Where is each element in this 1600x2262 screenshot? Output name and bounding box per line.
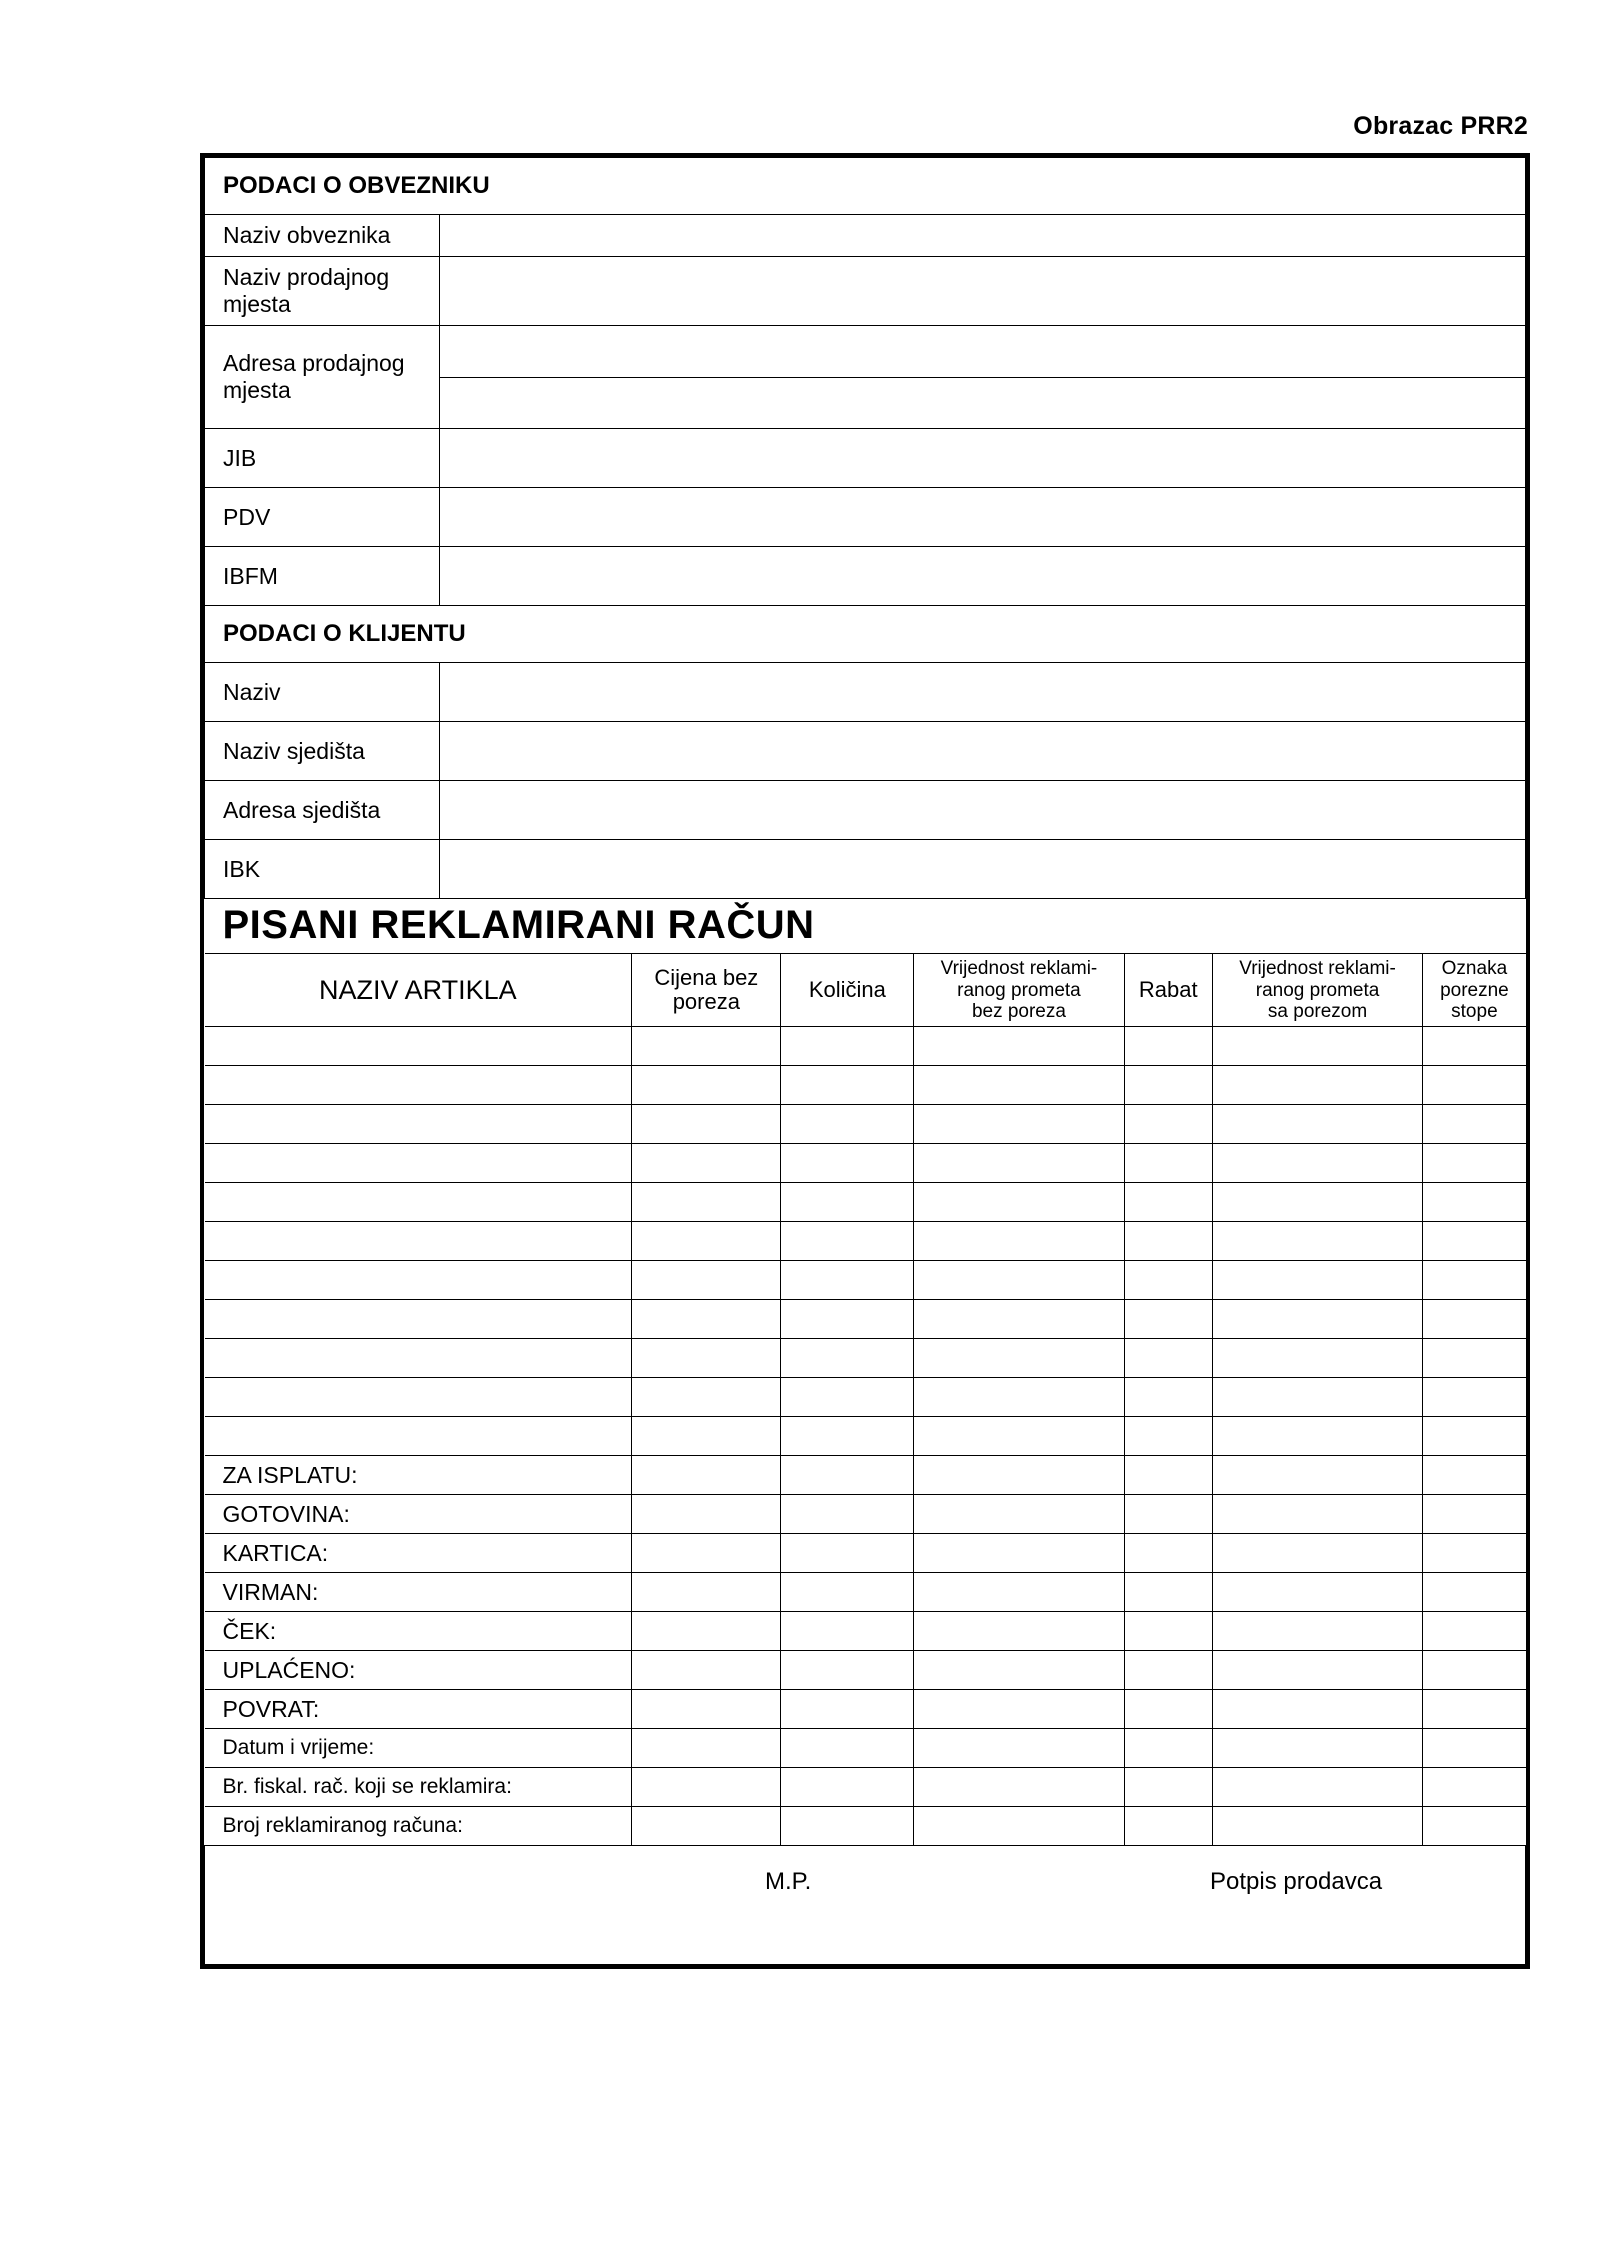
summary-cell[interactable] xyxy=(1423,1495,1526,1534)
field-row-jib xyxy=(205,429,1526,488)
summary-cell[interactable] xyxy=(1124,1690,1212,1729)
item-cell[interactable] xyxy=(1212,1183,1422,1222)
summary-cell[interactable] xyxy=(1212,1573,1422,1612)
item-cell[interactable] xyxy=(1212,1339,1422,1378)
summary-label: Br. fiskal. rač. koji se reklamira: xyxy=(205,1768,632,1807)
item-cell[interactable] xyxy=(781,1105,914,1144)
item-cell[interactable] xyxy=(632,1417,781,1456)
item-cell[interactable] xyxy=(1423,1105,1526,1144)
summary-label: VIRMAN: xyxy=(205,1573,632,1612)
item-cell[interactable] xyxy=(914,1222,1124,1261)
item-cell[interactable] xyxy=(1212,1144,1422,1183)
form-frame xyxy=(200,153,1530,1969)
label-naziv-prodajnog-mjesta: Naziv prodajnog mjesta xyxy=(205,257,440,326)
item-cell[interactable] xyxy=(632,1222,781,1261)
table-row xyxy=(205,1183,1526,1222)
summary-row xyxy=(205,1534,1526,1573)
item-cell[interactable] xyxy=(205,1300,632,1339)
item-cell[interactable] xyxy=(914,1339,1124,1378)
item-cell[interactable] xyxy=(914,1378,1124,1417)
item-cell[interactable] xyxy=(632,1027,781,1066)
field-row-ibk xyxy=(205,840,1526,899)
table-row xyxy=(205,1261,1526,1300)
signature-body xyxy=(205,1846,1526,1965)
signature-row xyxy=(205,1846,1526,1965)
item-cell[interactable] xyxy=(1423,1027,1526,1066)
taxpayer-table xyxy=(204,157,1526,953)
item-cell[interactable] xyxy=(1124,1222,1212,1261)
summary-cell[interactable] xyxy=(781,1690,914,1729)
items-table xyxy=(204,953,1526,1965)
label-naziv-obveznika: Naziv obveznika xyxy=(205,215,440,257)
summary-label: GOTOVINA: xyxy=(205,1495,632,1534)
item-cell[interactable] xyxy=(205,1417,632,1456)
summary-cell[interactable] xyxy=(1124,1768,1212,1807)
item-cell[interactable] xyxy=(781,1144,914,1183)
summary-cell[interactable] xyxy=(1423,1768,1526,1807)
col-header-oznaka-porezne-stope: Oznaka porezne stope xyxy=(1423,954,1526,1027)
summary-cell[interactable] xyxy=(1212,1729,1422,1768)
summary-label: Broj reklamiranog računa: xyxy=(205,1807,632,1846)
field-row-naziv-sjedista xyxy=(205,722,1526,781)
item-cell[interactable] xyxy=(205,1066,632,1105)
summary-cell[interactable] xyxy=(632,1573,781,1612)
item-cell[interactable] xyxy=(632,1339,781,1378)
item-cell[interactable] xyxy=(781,1339,914,1378)
label-naziv-sjedista: Naziv sjedišta xyxy=(205,722,440,781)
summary-cell[interactable] xyxy=(781,1807,914,1846)
item-cell[interactable] xyxy=(1423,1261,1526,1300)
item-cell[interactable] xyxy=(205,1261,632,1300)
summary-cell[interactable] xyxy=(1212,1690,1422,1729)
summary-cell[interactable] xyxy=(781,1612,914,1651)
summary-cell[interactable] xyxy=(1124,1651,1212,1690)
table-row xyxy=(205,1222,1526,1261)
table-row xyxy=(205,1066,1526,1105)
item-cell[interactable] xyxy=(1423,1144,1526,1183)
item-cell[interactable] xyxy=(914,1300,1124,1339)
summary-cell[interactable] xyxy=(632,1651,781,1690)
item-cell[interactable] xyxy=(781,1378,914,1417)
label-adresa-prodajnog-mjesta: Adresa prodajnog mjesta xyxy=(205,326,440,429)
label-adresa-sjedista: Adresa sjedišta xyxy=(205,781,440,840)
summary-cell[interactable] xyxy=(1423,1807,1526,1846)
item-cell[interactable] xyxy=(914,1261,1124,1300)
label-ibfm: IBFM xyxy=(205,547,440,606)
input-naziv-obveznika[interactable] xyxy=(440,215,1526,257)
summary-cell[interactable] xyxy=(632,1612,781,1651)
field-row-adresa-prodajnog-mjesta xyxy=(205,326,1526,378)
field-row-ibfm xyxy=(205,547,1526,606)
input-ibk[interactable] xyxy=(440,840,1526,899)
item-cell[interactable] xyxy=(1423,1417,1526,1456)
summary-row xyxy=(205,1690,1526,1729)
summary-label: UPLAĆENO: xyxy=(205,1651,632,1690)
summary-cell[interactable] xyxy=(1423,1456,1526,1495)
page-title: PISANI REKLAMIRANI RAČUN xyxy=(222,903,815,948)
item-cell[interactable] xyxy=(205,1105,632,1144)
summary-cell[interactable] xyxy=(1423,1534,1526,1573)
table-row xyxy=(205,1300,1526,1339)
item-cell[interactable] xyxy=(205,1144,632,1183)
summary-cell[interactable] xyxy=(1212,1456,1422,1495)
summary-row xyxy=(205,1573,1526,1612)
items-header-row xyxy=(205,954,1526,1027)
field-row-naziv-prodajnog-mjesta xyxy=(205,257,1526,326)
summary-cell[interactable] xyxy=(1212,1612,1422,1651)
item-cell[interactable] xyxy=(1212,1027,1422,1066)
table-row xyxy=(205,1417,1526,1456)
document-title-row xyxy=(205,899,1526,954)
summary-cell[interactable] xyxy=(914,1651,1124,1690)
item-cell[interactable] xyxy=(1124,1300,1212,1339)
client-section-heading: PODACI O KLIJENTU xyxy=(205,606,1526,663)
item-cell[interactable] xyxy=(1423,1339,1526,1378)
item-cell[interactable] xyxy=(1212,1417,1422,1456)
summary-cell[interactable] xyxy=(781,1768,914,1807)
summary-cell[interactable] xyxy=(1124,1612,1212,1651)
item-cell[interactable] xyxy=(1124,1066,1212,1105)
item-cell[interactable] xyxy=(205,1339,632,1378)
summary-row xyxy=(205,1495,1526,1534)
summary-cell[interactable] xyxy=(781,1456,914,1495)
summary-row xyxy=(205,1807,1526,1846)
item-cell[interactable] xyxy=(632,1261,781,1300)
input-naziv-sjedista[interactable] xyxy=(440,722,1526,781)
input-adresa-sjedista[interactable] xyxy=(440,781,1526,840)
summary-row xyxy=(205,1456,1526,1495)
summary-row xyxy=(205,1651,1526,1690)
item-cell[interactable] xyxy=(632,1183,781,1222)
summary-cell[interactable] xyxy=(1124,1534,1212,1573)
item-cell[interactable] xyxy=(1212,1261,1422,1300)
table-row xyxy=(205,1339,1526,1378)
input-adresa-prodajnog-mjesta-line2[interactable] xyxy=(440,377,1526,429)
item-cell[interactable] xyxy=(1423,1378,1526,1417)
label-ibk: IBK xyxy=(205,840,440,899)
item-cell[interactable] xyxy=(781,1417,914,1456)
summary-cell[interactable] xyxy=(914,1456,1124,1495)
stamp-label: M.P. xyxy=(765,1868,812,1896)
item-cell[interactable] xyxy=(1423,1183,1526,1222)
item-cell[interactable] xyxy=(781,1027,914,1066)
summary-cell[interactable] xyxy=(914,1534,1124,1573)
item-cell[interactable] xyxy=(632,1300,781,1339)
item-cell[interactable] xyxy=(632,1105,781,1144)
summary-cell[interactable] xyxy=(914,1495,1124,1534)
item-cell[interactable] xyxy=(205,1378,632,1417)
summary-cell[interactable] xyxy=(1423,1729,1526,1768)
col-header-rabat: Rabat xyxy=(1124,954,1212,1027)
item-cell[interactable] xyxy=(632,1066,781,1105)
summary-row xyxy=(205,1612,1526,1651)
summary-cell[interactable] xyxy=(781,1651,914,1690)
summary-label: ČEK: xyxy=(205,1612,632,1651)
summary-cell[interactable] xyxy=(914,1612,1124,1651)
item-cell[interactable] xyxy=(1124,1339,1212,1378)
item-cell[interactable] xyxy=(914,1027,1124,1066)
summary-cell[interactable] xyxy=(632,1807,781,1846)
input-naziv[interactable] xyxy=(440,663,1526,722)
section-heading-row-client xyxy=(205,606,1526,663)
item-cell[interactable] xyxy=(205,1027,632,1066)
item-cell[interactable] xyxy=(1124,1144,1212,1183)
summary-cell[interactable] xyxy=(632,1729,781,1768)
label-naziv: Naziv xyxy=(205,663,440,722)
summary-cell[interactable] xyxy=(1212,1495,1422,1534)
item-cell[interactable] xyxy=(205,1183,632,1222)
item-cell[interactable] xyxy=(1212,1066,1422,1105)
input-pdv[interactable] xyxy=(440,488,1526,547)
item-cell[interactable] xyxy=(1423,1222,1526,1261)
summary-cell[interactable] xyxy=(1124,1495,1212,1534)
table-row xyxy=(205,1027,1526,1066)
field-row-pdv xyxy=(205,488,1526,547)
item-cell[interactable] xyxy=(914,1066,1124,1105)
item-cell[interactable] xyxy=(914,1144,1124,1183)
section-heading-row xyxy=(205,158,1526,215)
table-row xyxy=(205,1144,1526,1183)
item-cell[interactable] xyxy=(1212,1105,1422,1144)
summary-cell[interactable] xyxy=(1423,1573,1526,1612)
summary-cell[interactable] xyxy=(632,1456,781,1495)
item-cell[interactable] xyxy=(914,1105,1124,1144)
item-cell[interactable] xyxy=(632,1144,781,1183)
summary-label: POVRAT: xyxy=(205,1690,632,1729)
item-cell[interactable] xyxy=(1124,1417,1212,1456)
item-cell[interactable] xyxy=(1124,1105,1212,1144)
table-row xyxy=(205,1105,1526,1144)
summary-cell[interactable] xyxy=(1124,1573,1212,1612)
summary-row xyxy=(205,1729,1526,1768)
item-cell[interactable] xyxy=(781,1222,914,1261)
signature-label: Potpis prodavca xyxy=(1210,1868,1383,1896)
item-cell[interactable] xyxy=(781,1300,914,1339)
table-row xyxy=(205,1378,1526,1417)
item-cell[interactable] xyxy=(1124,1378,1212,1417)
summary-cell[interactable] xyxy=(781,1495,914,1534)
summary-cell[interactable] xyxy=(914,1768,1124,1807)
item-cell[interactable] xyxy=(1212,1222,1422,1261)
summary-cell[interactable] xyxy=(1423,1690,1526,1729)
summary-cell[interactable] xyxy=(781,1729,914,1768)
item-cell[interactable] xyxy=(1124,1027,1212,1066)
summary-cell[interactable] xyxy=(914,1729,1124,1768)
item-cell[interactable] xyxy=(1124,1183,1212,1222)
items-body xyxy=(205,1027,1526,1456)
summary-label: KARTICA: xyxy=(205,1534,632,1573)
item-cell[interactable] xyxy=(914,1417,1124,1456)
item-cell[interactable] xyxy=(1124,1261,1212,1300)
taxpayer-section-heading: PODACI O OBVEZNIKU xyxy=(205,158,1526,215)
summary-cell[interactable] xyxy=(1124,1729,1212,1768)
item-cell[interactable] xyxy=(632,1378,781,1417)
summary-cell[interactable] xyxy=(1124,1807,1212,1846)
form-code: Obrazac PRR2 xyxy=(1353,112,1528,140)
summary-cell[interactable] xyxy=(1423,1612,1526,1651)
signature-area xyxy=(205,1846,1526,1965)
input-naziv-prodajnog-mjesta[interactable] xyxy=(440,257,1526,326)
item-cell[interactable] xyxy=(781,1183,914,1222)
summary-cell[interactable] xyxy=(1423,1651,1526,1690)
item-cell[interactable] xyxy=(914,1183,1124,1222)
col-header-vrijednost-sa-porezom: Vrijednost reklami- ranog prometa sa porezom xyxy=(1212,954,1422,1027)
field-row-naziv xyxy=(205,663,1526,722)
item-cell[interactable] xyxy=(1423,1300,1526,1339)
summary-cell[interactable] xyxy=(632,1768,781,1807)
field-row-naziv-obveznika xyxy=(205,215,1526,257)
summary-cell[interactable] xyxy=(781,1534,914,1573)
item-cell[interactable] xyxy=(1212,1300,1422,1339)
summary-cell[interactable] xyxy=(1212,1807,1422,1846)
summary-cell[interactable] xyxy=(632,1690,781,1729)
summary-body xyxy=(205,1456,1526,1846)
summary-cell[interactable] xyxy=(914,1573,1124,1612)
summary-label: ZA ISPLATU: xyxy=(205,1456,632,1495)
col-header-vrijednost-bez-poreza: Vrijednost reklami- ranog prometa bez poreza xyxy=(914,954,1124,1027)
input-ibfm[interactable] xyxy=(440,547,1526,606)
label-pdv: PDV xyxy=(205,488,440,547)
summary-cell[interactable] xyxy=(781,1573,914,1612)
item-cell[interactable] xyxy=(781,1066,914,1105)
summary-cell[interactable] xyxy=(914,1690,1124,1729)
item-cell[interactable] xyxy=(1212,1378,1422,1417)
label-jib: JIB xyxy=(205,429,440,488)
col-header-cijena-bez-poreza: Cijena bez poreza xyxy=(632,954,781,1027)
input-adresa-prodajnog-mjesta-line1[interactable] xyxy=(440,326,1526,378)
summary-cell[interactable] xyxy=(1124,1456,1212,1495)
field-row-adresa-sjedista xyxy=(205,781,1526,840)
summary-cell[interactable] xyxy=(1212,1651,1422,1690)
item-cell[interactable] xyxy=(205,1222,632,1261)
summary-cell[interactable] xyxy=(1212,1768,1422,1807)
summary-cell[interactable] xyxy=(914,1807,1124,1846)
input-jib[interactable] xyxy=(440,429,1526,488)
summary-cell[interactable] xyxy=(1212,1534,1422,1573)
col-header-naziv-artikla: NAZIV ARTIKLA xyxy=(205,954,632,1027)
col-header-kolicina: Količina xyxy=(781,954,914,1027)
item-cell[interactable] xyxy=(1423,1066,1526,1105)
summary-row xyxy=(205,1768,1526,1807)
summary-cell[interactable] xyxy=(632,1495,781,1534)
summary-cell[interactable] xyxy=(632,1534,781,1573)
summary-label: Datum i vrijeme: xyxy=(205,1729,632,1768)
item-cell[interactable] xyxy=(781,1261,914,1300)
